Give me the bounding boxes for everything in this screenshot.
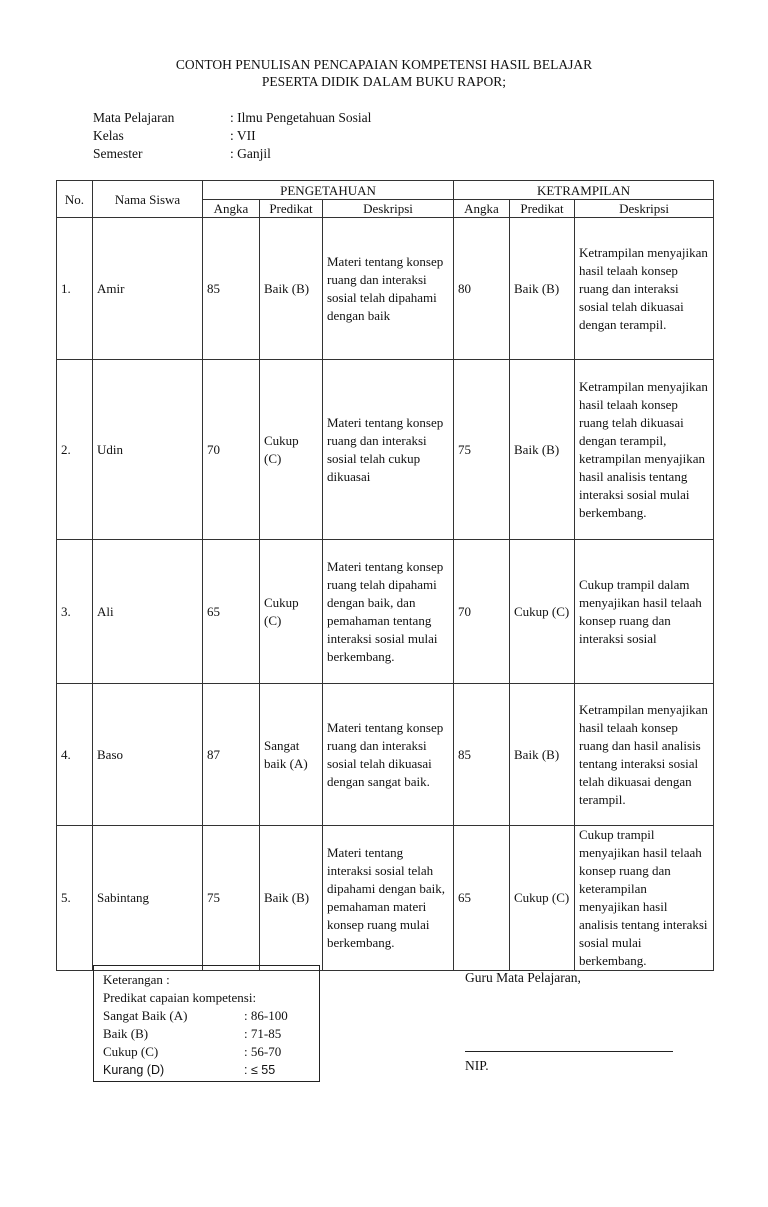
row-no: 3. [57, 540, 93, 684]
info-class [93, 127, 256, 145]
header-k-angka: Angka [203, 200, 260, 218]
row-no: 2. [57, 360, 93, 540]
legend-item [103, 1007, 319, 1025]
knowledge-predicate: Cukup (C) [260, 360, 323, 540]
row-no: 1. [57, 218, 93, 360]
knowledge-predicate: Baik (B) [260, 218, 323, 360]
legend-item [103, 1025, 319, 1043]
skill-score: 65 [454, 826, 510, 971]
legend-item-range: : 56-70 [244, 1044, 282, 1059]
legend-item-range: : 71-85 [244, 1026, 282, 1041]
knowledge-predicate: Cukup (C) [260, 540, 323, 684]
student-name: Sabintang [93, 826, 203, 971]
document-title-line1: CONTOH PENULISAN PENCAPAIAN KOMPETENSI HASIL BELAJAR [175, 57, 593, 72]
skill-score: 75 [454, 360, 510, 540]
legend-item-range: : ≤ 55 [244, 1063, 276, 1077]
knowledge-description: Materi tentang konsep ruang dan interaksi sosial telah cukup dikuasai [323, 360, 454, 540]
knowledge-predicate: Baik (B) [260, 826, 323, 971]
student-name: Amir [93, 218, 203, 360]
row-no: 5. [57, 826, 93, 971]
knowledge-description: Materi tentang konsep ruang telah dipahami dengan baik, dan pemahaman tentang interaksi sosial mulai berkembang. [323, 540, 454, 684]
skill-description: Cukup trampil menyajikan hasil telaah konsep ruang dan keterampilan menyajikan hasil analisis tentang interaksi sosial mulai berkembang. [575, 826, 714, 971]
class-value: : VII [230, 128, 256, 143]
header-knowledge: PENGETAHUAN [203, 181, 454, 200]
skill-description: Ketrampilan menyajikan hasil telaah konsep ruang dan hasil analisis tentang interaksi sosial telah dikuasai dengan terampil. [575, 684, 714, 826]
subject-label: Mata Pelajaran [93, 110, 175, 125]
legend-box [93, 965, 320, 1082]
teacher-label: Guru Mata Pelajaran, [465, 970, 581, 985]
header-no: No. [57, 181, 93, 218]
header-k-deskripsi: Deskripsi [323, 200, 454, 218]
student-name: Udin [93, 360, 203, 540]
knowledge-score: 75 [203, 826, 260, 971]
header-skill: KETRAMPILAN [454, 181, 714, 200]
skill-description: Cukup trampil dalam menyajikan hasil telaah konsep ruang dan interaksi sosial [575, 540, 714, 684]
table-row [57, 218, 714, 360]
table-row [57, 540, 714, 684]
skill-predicate: Cukup (C) [510, 540, 575, 684]
knowledge-score: 85 [203, 218, 260, 360]
legend-item-range: : 86-100 [244, 1008, 288, 1023]
nip-label: NIP. [465, 1058, 489, 1073]
document-title-line2: PESERTA DIDIK DALAM BUKU RAPOR; [261, 74, 507, 89]
skill-predicate: Cukup (C) [510, 826, 575, 971]
header-s-angka: Angka [454, 200, 510, 218]
knowledge-score: 87 [203, 684, 260, 826]
knowledge-score: 70 [203, 360, 260, 540]
skill-predicate: Baik (B) [510, 360, 575, 540]
table-row [57, 684, 714, 826]
legend-item-label: Baik (B) [103, 1026, 149, 1041]
header-s-predikat: Predikat [510, 200, 575, 218]
grades-table [56, 180, 714, 971]
knowledge-predicate: Sangat baik (A) [260, 684, 323, 826]
skill-score: 80 [454, 218, 510, 360]
legend-item [103, 1043, 319, 1061]
table-row [57, 360, 714, 540]
skill-score: 85 [454, 684, 510, 826]
table-row [57, 826, 714, 971]
legend-title: Keterangan : [103, 972, 170, 987]
knowledge-description: Materi tentang konsep ruang dan interaksi sosial telah dikuasai dengan sangat baik. [323, 684, 454, 826]
signature-line [465, 1051, 673, 1052]
knowledge-description: Materi tentang interaksi sosial telah dipahami dengan baik, pemahaman materi konsep ruang mulai berkembang. [323, 826, 454, 971]
header-k-predikat: Predikat [260, 200, 323, 218]
student-name: Ali [93, 540, 203, 684]
skill-description: Ketrampilan menyajikan hasil telaah konsep ruang telah dikuasai dengan terampil, ketrampilan menyajikan hasil analisis tentang interaksi sosial mulai berkembang. [575, 360, 714, 540]
skill-predicate: Baik (B) [510, 218, 575, 360]
semester-value: : Ganjil [230, 146, 271, 161]
semester-label: Semester [93, 146, 143, 161]
legend-subtitle: Predikat capaian kompetensi: [103, 990, 257, 1005]
info-subject [93, 109, 371, 127]
header-s-deskripsi: Deskripsi [575, 200, 714, 218]
class-label: Kelas [93, 128, 124, 143]
knowledge-score: 65 [203, 540, 260, 684]
skill-score: 70 [454, 540, 510, 684]
skill-description: Ketrampilan menyajikan hasil telaah konsep ruang dan interaksi sosial telah dikuasai dengan terampil. [575, 218, 714, 360]
student-name: Baso [93, 684, 203, 826]
legend-item-label: Kurang (D) [103, 1063, 165, 1077]
knowledge-description: Materi tentang konsep ruang dan interaksi sosial telah dipahami dengan baik [323, 218, 454, 360]
row-no: 4. [57, 684, 93, 826]
legend-item-label: Cukup (C) [103, 1044, 159, 1059]
header-name: Nama Siswa [93, 181, 203, 218]
skill-predicate: Baik (B) [510, 684, 575, 826]
legend-item [103, 1061, 319, 1079]
info-semester [93, 145, 271, 163]
subject-value: : Ilmu Pengetahuan Sosial [230, 110, 372, 125]
legend-item-label: Sangat Baik (A) [103, 1008, 188, 1023]
